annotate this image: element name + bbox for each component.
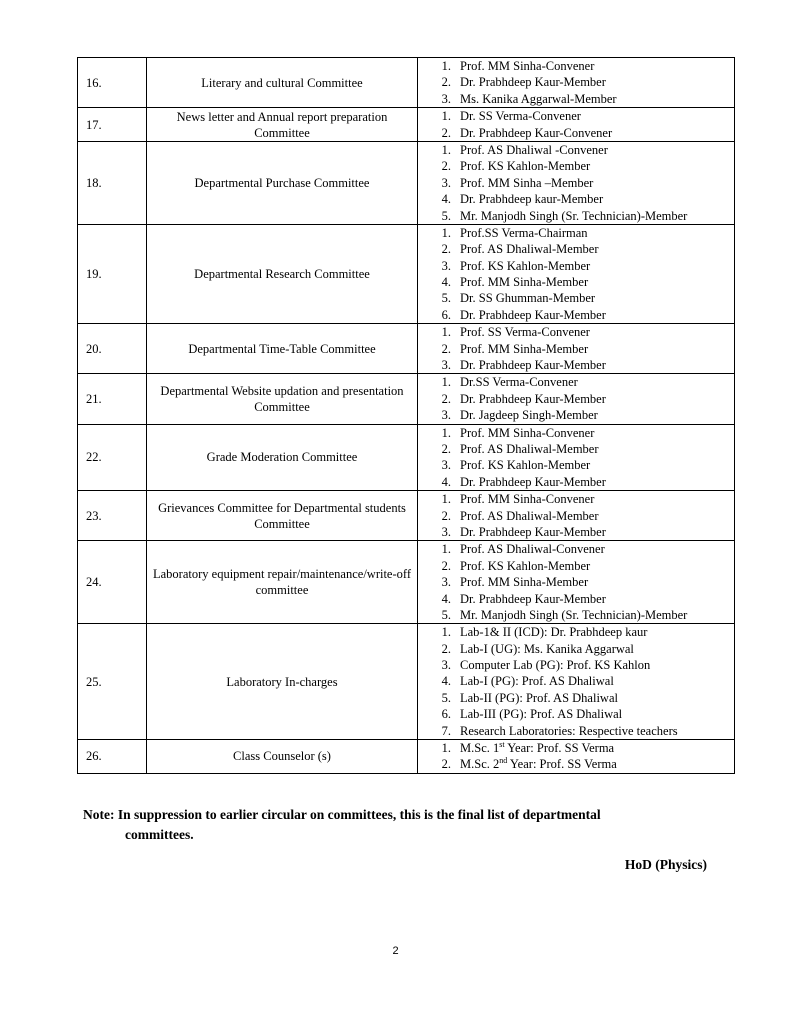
member-entry-suffix: Year: Prof. SS Verma — [504, 741, 615, 756]
member-entry: Prof. KS Kahlon-Member — [460, 258, 591, 273]
list-item — [418, 74, 734, 90]
list-item-number: 1. — [441, 225, 451, 240]
list-item-number: 3. — [441, 408, 451, 423]
committee-members — [418, 58, 735, 108]
list-item — [418, 657, 734, 673]
member-entry: Prof. KS Kahlon-Member — [460, 458, 591, 473]
committee-name: Departmental Purchase Committee — [147, 141, 418, 224]
member-entry: Lab-III (PG): Prof. AS Dhaliwal — [460, 707, 623, 722]
member-entry: Mr. Manjodh Singh (Sr. Technician)-Member — [460, 208, 688, 223]
member-list — [418, 108, 734, 141]
member-entry: Dr. Prabhdeep Kaur-Member — [460, 524, 606, 539]
list-item — [418, 142, 734, 158]
serial-number: 16. — [78, 58, 147, 108]
member-entry: Prof. AS Dhaliwal-Member — [460, 441, 599, 456]
table-row — [78, 740, 735, 774]
list-item — [418, 607, 734, 623]
list-item-number: 1. — [441, 325, 451, 340]
list-item — [418, 125, 734, 141]
member-entry: Dr. Prabhdeep Kaur-Convener — [460, 125, 613, 140]
member-entry: Dr. Prabhdeep Kaur-Member — [460, 591, 606, 606]
member-entry: Prof.SS Verma-Chairman — [460, 225, 588, 240]
ordinal-suffix: nd — [499, 756, 508, 766]
list-item — [418, 324, 734, 340]
member-entry: Dr. Prabhdeep Kaur-Member — [460, 391, 606, 406]
member-list — [418, 425, 734, 491]
list-item — [418, 524, 734, 540]
member-entry: Ms. Kanika Aggarwal-Member — [460, 91, 617, 106]
committee-members — [418, 224, 735, 323]
committee-name: Departmental Research Committee — [147, 224, 418, 323]
list-item-number: 1. — [441, 109, 451, 124]
member-entry: Lab-I (PG): Prof. AS Dhaliwal — [460, 674, 614, 689]
member-entry: Dr. Jagdeep Singh-Member — [460, 408, 598, 423]
member-list — [418, 142, 734, 224]
committee-members — [418, 324, 735, 374]
list-item-number: 1. — [441, 741, 451, 756]
list-item — [418, 374, 734, 390]
list-item — [418, 441, 734, 457]
committee-name: Laboratory equipment repair/maintenance/write-off committee — [147, 541, 418, 624]
note — [83, 805, 723, 845]
list-item — [418, 558, 734, 574]
table-row — [78, 141, 735, 224]
member-entry: Prof. MM Sinha-Convener — [460, 59, 595, 73]
table-row — [78, 424, 735, 491]
member-list — [418, 624, 734, 739]
list-item-number: 7. — [441, 723, 451, 738]
list-item-number: 2. — [441, 441, 451, 456]
committee-members — [418, 374, 735, 424]
list-item — [418, 641, 734, 657]
list-item — [418, 391, 734, 407]
list-item — [418, 706, 734, 722]
list-item-number: 1. — [441, 492, 451, 507]
list-item — [418, 108, 734, 124]
table-row — [78, 541, 735, 624]
committee-members — [418, 541, 735, 624]
member-entry: Dr.SS Verma-Convener — [460, 375, 578, 390]
list-item — [418, 541, 734, 557]
list-item-number: 2. — [441, 159, 451, 174]
list-item-number: 3. — [441, 358, 451, 373]
list-item — [418, 91, 734, 107]
table-row — [78, 224, 735, 323]
list-item-number: 3. — [441, 458, 451, 473]
member-list — [418, 225, 734, 323]
list-item-number: 5. — [441, 291, 451, 306]
serial-number: 19. — [78, 224, 147, 323]
list-item-number: 2. — [441, 75, 451, 90]
list-item — [418, 624, 734, 640]
note-line-1: Note: In suppression to earlier circular on committees, this is the final list of departmental — [83, 807, 601, 822]
list-item-number: 4. — [441, 591, 451, 606]
member-list — [418, 58, 734, 107]
committee-name: Grade Moderation Committee — [147, 424, 418, 491]
note-line-2: committees. — [125, 827, 194, 842]
member-entry: Prof. SS Verma-Convener — [460, 325, 590, 340]
list-item — [418, 457, 734, 473]
member-entry: Prof. AS Dhaliwal-Member — [460, 508, 599, 523]
list-item-number: 2. — [441, 391, 451, 406]
table-row — [78, 108, 735, 142]
list-item — [418, 740, 734, 756]
member-entry: Prof. MM Sinha-Convener — [460, 425, 595, 440]
member-entry: Prof. KS Kahlon-Member — [460, 558, 591, 573]
list-item — [418, 425, 734, 441]
member-list — [418, 491, 734, 540]
member-list — [418, 740, 734, 773]
list-item — [418, 491, 734, 507]
list-item-number: 4. — [441, 192, 451, 207]
ordinal-suffix: st — [499, 739, 505, 749]
member-entry: Lab-I (UG): Ms. Kanika Aggarwal — [460, 641, 634, 656]
member-entry: Dr. Prabhdeep Kaur-Member — [460, 307, 606, 322]
member-entry: Prof. AS Dhaliwal-Member — [460, 242, 599, 257]
committee-name: Laboratory In-charges — [147, 624, 418, 740]
serial-number: 22. — [78, 424, 147, 491]
list-item-number: 3. — [441, 91, 451, 106]
committee-name: Literary and cultural Committee — [147, 58, 418, 108]
serial-number: 23. — [78, 491, 147, 541]
committee-name: Departmental Website updation and presentation Committee — [147, 374, 418, 424]
list-item-number: 3. — [441, 258, 451, 273]
list-item-number: 4. — [441, 674, 451, 689]
member-entry: Dr. Prabhdeep kaur-Member — [460, 192, 604, 207]
list-item-number: 1. — [441, 59, 451, 73]
serial-number: 24. — [78, 541, 147, 624]
table-row — [78, 58, 735, 108]
list-item-number: 2. — [441, 508, 451, 523]
list-item — [418, 756, 734, 772]
list-item-number: 2. — [441, 757, 451, 772]
list-item — [418, 407, 734, 423]
list-item-number: 2. — [441, 558, 451, 573]
list-item — [418, 241, 734, 257]
list-item-number: 1. — [441, 425, 451, 440]
serial-number: 26. — [78, 740, 147, 774]
list-item — [418, 508, 734, 524]
committee-members — [418, 491, 735, 541]
serial-number: 18. — [78, 141, 147, 224]
table-row — [78, 374, 735, 424]
list-item-number: 3. — [441, 175, 451, 190]
member-entry-suffix: Year: Prof. SS Verma — [507, 757, 617, 772]
list-item — [418, 574, 734, 590]
member-entry: Dr. Prabhdeep Kaur-Member — [460, 474, 606, 489]
list-item — [418, 158, 734, 174]
list-item — [418, 723, 734, 739]
list-item — [418, 474, 734, 490]
signature: HoD (Physics) — [624, 857, 707, 872]
list-item-number: 1. — [441, 625, 451, 640]
page-number: 2 — [392, 945, 399, 957]
member-entry: Dr. SS Verma-Convener — [460, 109, 581, 124]
member-entry: Prof. MM Sinha –Member — [460, 175, 594, 190]
serial-number: 17. — [78, 108, 147, 142]
list-item — [418, 208, 734, 224]
list-item-number: 4. — [441, 275, 451, 290]
list-item-number: 3. — [441, 658, 451, 673]
member-entry: Computer Lab (PG): Prof. KS Kahlon — [460, 658, 651, 673]
list-item-number: 2. — [441, 242, 451, 257]
list-item-number: 1. — [441, 142, 451, 157]
list-item-number: 5. — [441, 607, 451, 622]
list-item — [418, 591, 734, 607]
table-row — [78, 324, 735, 374]
member-entry: Prof. MM Sinha-Convener — [460, 492, 595, 507]
table-row — [78, 491, 735, 541]
member-entry — [460, 756, 734, 772]
list-item-number: 6. — [441, 307, 451, 322]
committee-members — [418, 740, 735, 774]
table-row — [78, 624, 735, 740]
committees-table — [77, 57, 735, 774]
member-entry-prefix: M.Sc. 2 — [460, 757, 500, 772]
member-entry-prefix: M.Sc. 1 — [460, 741, 500, 756]
member-entry: Prof. AS Dhaliwal -Convener — [460, 142, 608, 157]
serial-number: 25. — [78, 624, 147, 740]
list-item-number: 3. — [441, 575, 451, 590]
list-item-number: 5. — [441, 208, 451, 223]
serial-number: 20. — [78, 324, 147, 374]
list-item — [418, 175, 734, 191]
list-item — [418, 290, 734, 306]
committee-name: Grievances Committee for Departmental students Committee — [147, 491, 418, 541]
committee-members — [418, 108, 735, 142]
member-entry: Research Laboratories: Respective teachers — [460, 723, 678, 738]
member-entry: Dr. Prabhdeep Kaur-Member — [460, 75, 606, 90]
member-entry: Prof. MM Sinha-Member — [460, 275, 589, 290]
member-entry — [460, 740, 734, 756]
list-item-number: 2. — [441, 125, 451, 140]
member-entry: Lab-1& II (ICD): Dr. Prabhdeep kaur — [460, 625, 648, 640]
list-item-number: 5. — [441, 690, 451, 705]
committee-members — [418, 424, 735, 491]
committee-members — [418, 141, 735, 224]
committee-name: Departmental Time-Table Committee — [147, 324, 418, 374]
member-entry: Prof. KS Kahlon-Member — [460, 159, 591, 174]
list-item — [418, 341, 734, 357]
member-list — [418, 374, 734, 423]
list-item — [418, 191, 734, 207]
member-entry: Prof. AS Dhaliwal-Convener — [460, 542, 605, 557]
member-entry: Dr. SS Ghumman-Member — [460, 291, 596, 306]
member-entry: Prof. MM Sinha-Member — [460, 575, 589, 590]
committee-members — [418, 624, 735, 740]
list-item-number: 6. — [441, 707, 451, 722]
list-item — [418, 274, 734, 290]
serial-number: 21. — [78, 374, 147, 424]
list-item-number: 1. — [441, 542, 451, 557]
member-list — [418, 324, 734, 373]
list-item-number: 4. — [441, 474, 451, 489]
member-entry: Prof. MM Sinha-Member — [460, 341, 589, 356]
list-item-number: 1. — [441, 375, 451, 390]
member-entry: Dr. Prabhdeep Kaur-Member — [460, 358, 606, 373]
list-item — [418, 225, 734, 241]
list-item — [418, 58, 734, 74]
list-item — [418, 307, 734, 323]
list-item — [418, 673, 734, 689]
committee-name: Class Counselor (s) — [147, 740, 418, 774]
member-list — [418, 541, 734, 623]
list-item — [418, 258, 734, 274]
member-entry: Lab-II (PG): Prof. AS Dhaliwal — [460, 690, 618, 705]
member-entry: Mr. Manjodh Singh (Sr. Technician)-Member — [460, 607, 688, 622]
list-item-number: 3. — [441, 524, 451, 539]
list-item — [418, 357, 734, 373]
list-item-number: 2. — [441, 341, 451, 356]
list-item-number: 2. — [441, 641, 451, 656]
committees-table-body — [78, 58, 735, 774]
committee-name: News letter and Annual report preparation Committee — [147, 108, 418, 142]
list-item — [418, 690, 734, 706]
